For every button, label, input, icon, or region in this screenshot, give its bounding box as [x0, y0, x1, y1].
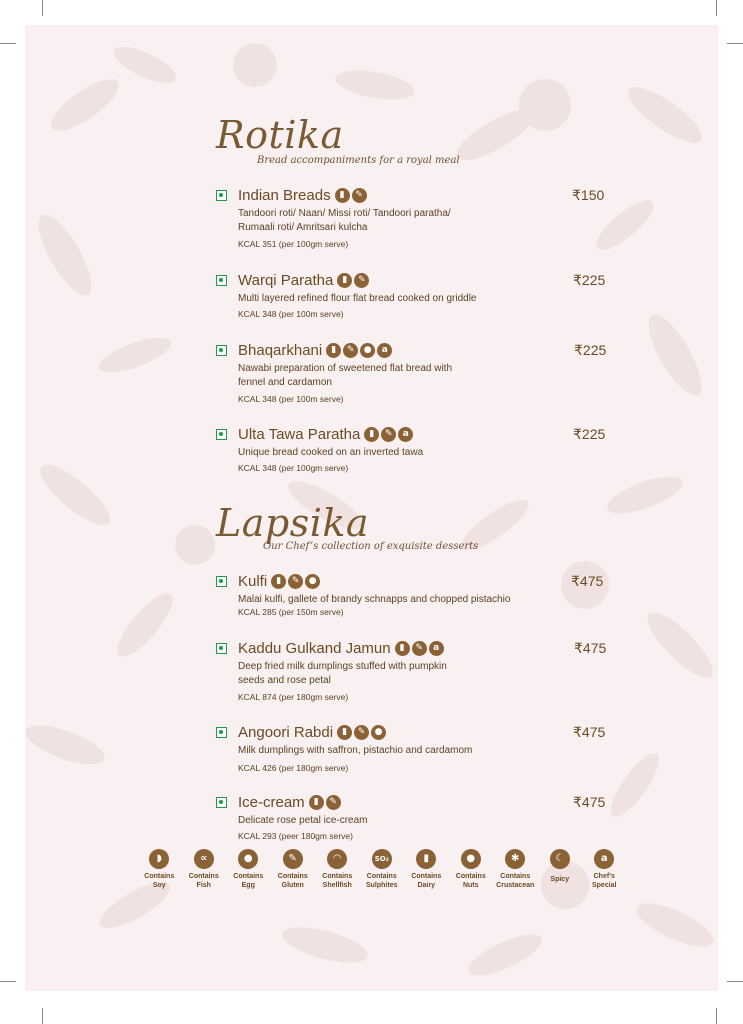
legend-label: Chef’s: [593, 873, 615, 880]
veg-icon: [216, 345, 227, 356]
crop-mark: [727, 43, 743, 44]
dairy-icon: ▮: [395, 641, 410, 656]
dairy-icon: ▮: [416, 849, 436, 869]
legend-label: Contains: [500, 873, 531, 880]
legend-label: Egg: [241, 882, 255, 889]
gluten-icon: ✎: [343, 343, 358, 358]
item-price: ₹475: [571, 573, 604, 589]
dairy-icon: ▮: [337, 725, 352, 740]
item-description: Multi layered refined flour flat bread cooked on griddle: [238, 293, 477, 304]
legend-label: Soy: [152, 882, 166, 889]
item-kcal: KCAL 874 (per 180gm serve): [238, 692, 349, 702]
legend-item-spicy: [538, 849, 583, 890]
legend-label: Contains: [366, 873, 397, 880]
legend-label: Contains: [455, 873, 486, 880]
soy-icon: ◗: [149, 849, 169, 869]
legend-item-dairy: [404, 849, 449, 890]
crop-mark: [42, 0, 43, 16]
item-price: ₹475: [573, 724, 606, 740]
section-title-lapsika: Lapsika: [216, 501, 370, 545]
crop-mark: [0, 43, 16, 44]
item-price: ₹475: [573, 794, 606, 810]
item-description: Malai kulfi, gallete of brandy schnapps and chopped pistachio: [238, 594, 511, 605]
shellfish-icon: ◠: [327, 849, 347, 869]
legend-label: Nuts: [462, 882, 479, 889]
item-kcal: KCAL 426 (per 180gm serve): [238, 763, 349, 773]
fish-icon: ∝: [194, 849, 214, 869]
crop-mark: [716, 0, 717, 16]
veg-icon: [216, 429, 227, 440]
chefs-special-icon: a: [429, 641, 444, 656]
item-price: ₹475: [574, 640, 607, 656]
veg-icon: [216, 275, 227, 286]
item-description: Delicate rose petal ice-cream: [238, 815, 368, 826]
legend-label: Contains: [322, 873, 353, 880]
crop-mark: [42, 1008, 43, 1024]
legend-label: Crustacean: [496, 882, 535, 889]
nuts-icon: ●: [305, 574, 320, 589]
item-name: Ulta Tawa Paratha: [238, 426, 361, 443]
legend-item-chefs-special: [582, 849, 627, 890]
gluten-icon: ✎: [283, 849, 303, 869]
veg-icon: [216, 797, 227, 808]
legend-item-shellfish: [315, 849, 360, 890]
gluten-icon: ✎: [412, 641, 427, 656]
crop-mark: [0, 981, 16, 982]
gluten-icon: ✎: [352, 188, 367, 203]
legend-label: Shellfish: [322, 882, 352, 889]
veg-icon: [216, 727, 227, 738]
item-price: ₹225: [573, 272, 606, 288]
legend-label: Special: [591, 882, 617, 889]
legend-item-crustacean: [493, 849, 538, 890]
crustacean-icon: ✱: [505, 849, 525, 869]
gluten-icon: ✎: [288, 574, 303, 589]
spicy-icon: ☾: [550, 849, 570, 869]
allergen-legend: [137, 849, 627, 890]
dairy-icon: ▮: [326, 343, 341, 358]
legend-item-sulphites: [360, 849, 405, 890]
legend-label: Gluten: [281, 882, 304, 889]
veg-icon: [216, 643, 227, 654]
crop-mark: [727, 981, 743, 982]
dairy-icon: ▮: [271, 574, 286, 589]
item-price: ₹225: [574, 342, 607, 358]
item-description: Rumaali roti/ Amritsari kulcha: [238, 222, 368, 233]
chefs-special-icon: a: [398, 427, 413, 442]
gluten-icon: ✎: [354, 725, 369, 740]
item-kcal: KCAL 348 (per 100gm serve): [238, 463, 349, 473]
legend-item-nuts: [449, 849, 494, 890]
item-description: seeds and rose petal: [238, 675, 331, 686]
item-description: Tandoori roti/ Naan/ Missi roti/ Tandoori paratha/: [238, 208, 451, 219]
legend-label: Spicy: [550, 876, 570, 883]
item-name: Bhaqarkhani: [238, 342, 323, 359]
legend-label: Contains: [144, 873, 175, 880]
item-price: ₹150: [572, 187, 605, 203]
item-name: Warqi Paratha: [238, 272, 334, 289]
dairy-icon: ▮: [364, 427, 379, 442]
legend-item-egg: [226, 849, 271, 890]
nuts-icon: ●: [360, 343, 375, 358]
item-description: Unique bread cooked on an inverted tawa: [238, 447, 424, 458]
nuts-icon: ●: [371, 725, 386, 740]
gluten-icon: ✎: [381, 427, 396, 442]
dairy-icon: ▮: [335, 188, 350, 203]
item-kcal: KCAL 285 (per 150m serve): [238, 607, 344, 617]
nuts-icon: ●: [461, 849, 481, 869]
legend-label: Contains: [277, 873, 308, 880]
item-name: Kaddu Gulkand Jamun: [238, 640, 391, 657]
legend-label: Contains: [188, 873, 219, 880]
item-name: Ice-cream: [238, 794, 305, 811]
dairy-icon: ▮: [309, 795, 324, 810]
item-price: ₹225: [573, 426, 606, 442]
menu-page: [25, 25, 718, 991]
floral-background-pattern: [25, 25, 718, 991]
legend-item-soy: [137, 849, 182, 890]
legend-label: Sulphites: [365, 882, 398, 889]
chefs-special-icon: a: [594, 849, 614, 869]
gluten-icon: ✎: [354, 273, 369, 288]
item-kcal: KCAL 348 (per 100m serve): [238, 309, 344, 319]
section-subtitle-lapsika: Our Chef’s collection of exquisite desserts: [263, 541, 479, 552]
legend-item-fish: [182, 849, 227, 890]
item-name: Kulfi: [238, 573, 268, 590]
veg-icon: [216, 190, 227, 201]
item-description: Milk dumplings with saffron, pistachio and cardamom: [238, 745, 473, 756]
sulphites-icon: SO₂: [372, 849, 392, 869]
crop-mark: [716, 1008, 717, 1024]
legend-label: Contains: [233, 873, 264, 880]
egg-icon: ●: [238, 849, 258, 869]
legend-item-gluten: [271, 849, 316, 890]
item-name: Indian Breads: [238, 187, 331, 204]
item-kcal: KCAL 351 (per 100gm serve): [238, 239, 349, 249]
veg-icon: [216, 576, 227, 587]
item-description: fennel and cardamon: [238, 377, 332, 388]
section-title-rotika: Rotika: [216, 113, 344, 157]
legend-label: Dairy: [417, 882, 435, 889]
gluten-icon: ✎: [326, 795, 341, 810]
item-kcal: KCAL 348 (per 100m serve): [238, 394, 344, 404]
chefs-special-icon: a: [377, 343, 392, 358]
item-kcal: KCAL 293 (peer 180gm serve): [238, 831, 353, 841]
item-description: Nawabi preparation of sweetened flat bread with: [238, 363, 453, 374]
item-description: Deep fried milk dumplings stuffed with pumpkin: [238, 661, 447, 672]
legend-label: Contains: [411, 873, 442, 880]
section-subtitle-rotika: Bread accompaniments for a royal meal: [257, 155, 460, 166]
item-name: Angoori Rabdi: [238, 724, 334, 741]
dairy-icon: ▮: [337, 273, 352, 288]
legend-label: Fish: [196, 882, 211, 889]
